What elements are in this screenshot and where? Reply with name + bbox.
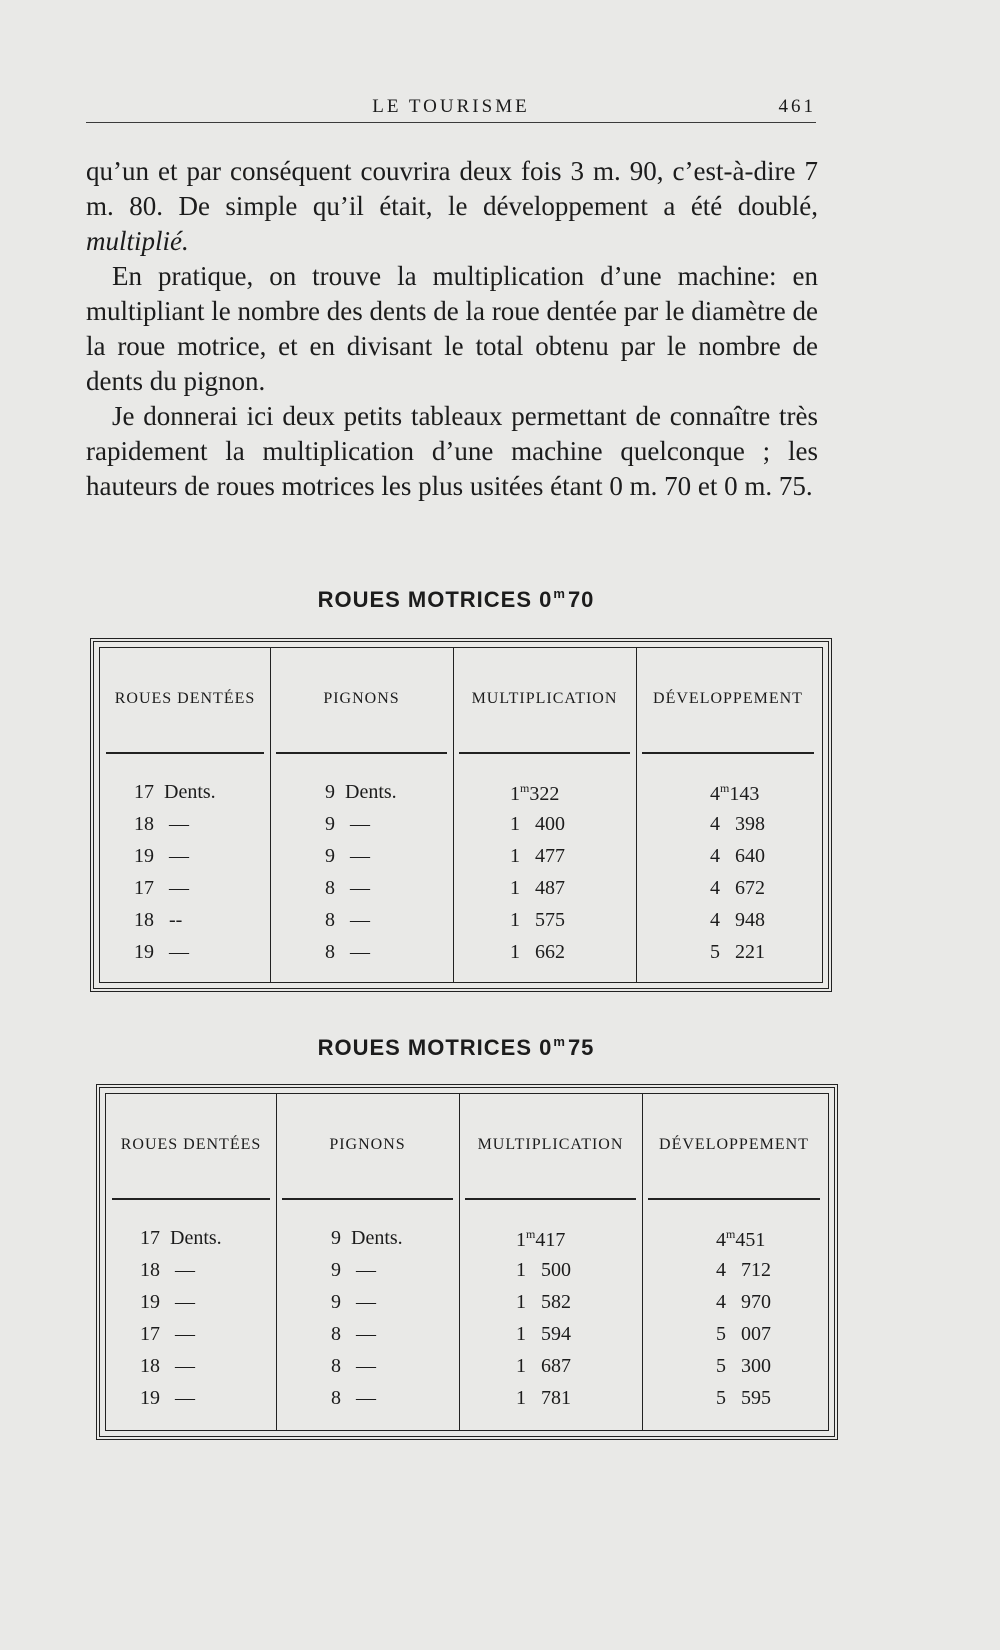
multiplication-metres: 1 <box>516 1355 526 1377</box>
developpement-metres: 4 <box>710 783 720 805</box>
cell-multiplication <box>510 845 565 868</box>
cell-roues-dentees: 17 — <box>134 877 189 899</box>
page-number: 461 <box>778 96 816 117</box>
table-title-2-unit: m <box>553 1034 566 1049</box>
unit-metres: m <box>520 781 530 795</box>
developpement-mm: 143 <box>729 783 760 805</box>
cell-roues-dentees: 18 — <box>140 1259 195 1281</box>
multiplication-mm: 500 <box>541 1259 571 1281</box>
running-head <box>86 96 816 123</box>
cell-pignons: 9 Dents. <box>331 1227 403 1249</box>
cell-multiplication <box>516 1323 571 1346</box>
developpement-mm: 007 <box>741 1323 771 1345</box>
cell-pignons: 8 — <box>331 1355 376 1377</box>
running-title: LE TOURISME <box>372 96 530 117</box>
multiplication-metres: 1 <box>510 909 520 931</box>
multiplication-metres: 1 <box>510 813 520 835</box>
header-roues-dentees: ROUES DENTÉES <box>120 1136 262 1153</box>
table-title-1 <box>0 586 912 613</box>
cell-roues-dentees: 18 -- <box>134 909 183 931</box>
cell-developpement <box>710 909 765 932</box>
multiplication-metres: 1 <box>516 1259 526 1281</box>
developpement-metres: 5 <box>710 941 720 963</box>
cell-developpement <box>716 1387 771 1410</box>
multiplication-metres: 1 <box>510 845 520 867</box>
table-title-2-prefix: ROUES MOTRICES 0 <box>317 1035 553 1060</box>
cell-roues-dentees: 19 — <box>134 941 189 963</box>
multiplication-mm: 477 <box>535 845 565 867</box>
cell-pignons: 8 — <box>325 941 370 963</box>
table-title-2 <box>0 1034 912 1061</box>
cell-roues-dentees: 19 — <box>134 845 189 867</box>
multiplication-mm: 417 <box>535 1229 566 1251</box>
cell-developpement <box>710 813 765 836</box>
cell-developpement <box>716 1227 765 1252</box>
developpement-mm: 640 <box>735 845 765 867</box>
cell-pignons: 9 — <box>331 1259 376 1281</box>
cell-roues-dentees: 17 — <box>140 1323 195 1345</box>
body-text <box>86 154 818 504</box>
cell-developpement <box>710 845 765 868</box>
developpement-mm: 948 <box>735 909 765 931</box>
header-multiplication: MULTIPLICATION <box>471 690 618 707</box>
multiplication-metres: 1 <box>516 1291 526 1313</box>
developpement-metres: 4 <box>716 1259 726 1281</box>
cell-multiplication <box>516 1355 571 1378</box>
cell-pignons: 8 — <box>325 877 370 899</box>
header-developpement: DÉVELOPPEMENT <box>653 690 803 707</box>
developpement-metres: 5 <box>716 1387 726 1409</box>
developpement-metres: 4 <box>710 813 720 835</box>
table-title-2-value: 75 <box>567 1035 595 1060</box>
header-rule <box>106 752 264 754</box>
cell-multiplication <box>516 1291 571 1314</box>
multiplication-mm: 575 <box>535 909 565 931</box>
multiplication-mm: 687 <box>541 1355 571 1377</box>
developpement-metres: 5 <box>716 1355 726 1377</box>
header-pignons: PIGNONS <box>329 1136 406 1153</box>
cell-multiplication <box>516 1387 571 1410</box>
multiplication-mm: 781 <box>541 1387 571 1409</box>
developpement-mm: 398 <box>735 813 765 835</box>
developpement-metres: 4 <box>710 909 720 931</box>
header-multiplication: MULTIPLICATION <box>477 1136 624 1153</box>
cell-developpement <box>716 1355 771 1378</box>
cell-roues-dentees: 19 — <box>140 1387 195 1409</box>
cell-pignons: 9 Dents. <box>325 781 397 803</box>
developpement-mm: 712 <box>741 1259 771 1281</box>
developpement-mm: 970 <box>741 1291 771 1313</box>
cell-multiplication <box>510 909 565 932</box>
header-rule <box>282 1198 453 1200</box>
cell-pignons: 8 — <box>331 1323 376 1345</box>
developpement-mm: 221 <box>735 941 765 963</box>
emphasis-multiplie: multiplié. <box>86 226 189 256</box>
header-rule <box>112 1198 270 1200</box>
developpement-metres: 4 <box>716 1229 726 1251</box>
multiplication-mm: 594 <box>541 1323 571 1345</box>
cell-roues-dentees: 19 — <box>140 1291 195 1313</box>
developpement-mm: 672 <box>735 877 765 899</box>
unit-metres: m <box>720 781 730 795</box>
header-roues-dentees: ROUES DENTÉES <box>114 690 256 707</box>
paragraph-1-text: qu’un et par conséquent couvrira deux fois 3 m. 90, c’est-à-dire 7 m. 80. De simple qu’il était, le développement a été doublé, <box>86 156 818 221</box>
multiplication-metres: 1 <box>510 877 520 899</box>
cell-multiplication <box>516 1227 565 1252</box>
multiplication-mm: 662 <box>535 941 565 963</box>
cell-developpement <box>710 877 765 900</box>
developpement-metres: 5 <box>716 1323 726 1345</box>
multiplication-mm: 487 <box>535 877 565 899</box>
developpement-metres: 4 <box>716 1291 726 1313</box>
table-title-1-value: 70 <box>567 587 595 612</box>
paragraph-2: En pratique, on trouve la multiplication d’une machine: en multipliant le nombre des dents de la roue dentée par le diamètre de la roue motrice, et en divisant le total obtenu par le nombre de dents du pignon. <box>86 261 818 396</box>
cell-roues-dentees: 17 Dents. <box>134 781 216 803</box>
multiplication-metres: 1 <box>516 1323 526 1345</box>
developpement-mm: 595 <box>741 1387 771 1409</box>
table-title-1-prefix: ROUES MOTRICES 0 <box>317 587 553 612</box>
multiplication-mm: 400 <box>535 813 565 835</box>
header-rule <box>459 752 630 754</box>
developpement-mm: 451 <box>735 1229 766 1251</box>
cell-pignons: 9 — <box>325 845 370 867</box>
table-roues-70-frame <box>99 647 823 983</box>
paragraph-1 <box>86 154 818 259</box>
unit-metres: m <box>526 1227 536 1241</box>
cell-multiplication <box>510 877 565 900</box>
unit-metres: m <box>726 1227 736 1241</box>
multiplication-mm: 582 <box>541 1291 571 1313</box>
header-pignons: PIGNONS <box>323 690 400 707</box>
cell-roues-dentees: 17 Dents. <box>140 1227 222 1249</box>
cell-developpement <box>710 781 759 806</box>
cell-multiplication <box>516 1259 571 1282</box>
cell-multiplication <box>510 941 565 964</box>
cell-developpement <box>716 1291 771 1314</box>
header-rule <box>276 752 447 754</box>
header-rule <box>465 1198 636 1200</box>
table-roues-75 <box>96 1084 838 1440</box>
table-roues-70 <box>90 638 832 992</box>
multiplication-metres: 1 <box>516 1229 526 1251</box>
table-roues-75-frame <box>105 1093 829 1431</box>
cell-pignons: 9 — <box>331 1291 376 1313</box>
cell-pignons: 9 — <box>325 813 370 835</box>
table-title-1-unit: m <box>553 586 566 601</box>
multiplication-metres: 1 <box>510 783 520 805</box>
cell-developpement <box>710 941 765 964</box>
header-rule <box>642 752 814 754</box>
cell-roues-dentees: 18 — <box>134 813 189 835</box>
cell-roues-dentees: 18 — <box>140 1355 195 1377</box>
header-developpement: DÉVELOPPEMENT <box>659 1136 809 1153</box>
cell-developpement <box>716 1259 771 1282</box>
cell-developpement <box>716 1323 771 1346</box>
cell-pignons: 8 — <box>325 909 370 931</box>
header-rule <box>648 1198 820 1200</box>
multiplication-metres: 1 <box>516 1387 526 1409</box>
cell-multiplication <box>510 781 559 806</box>
developpement-metres: 4 <box>710 877 720 899</box>
multiplication-mm: 322 <box>529 783 560 805</box>
developpement-metres: 4 <box>710 845 720 867</box>
developpement-mm: 300 <box>741 1355 771 1377</box>
cell-multiplication <box>510 813 565 836</box>
paragraph-3: Je donnerai ici deux petits tableaux permettant de connaître très rapidement la multiplication d’une machine quelconque ; les hauteurs de roues motrices les plus usitées étant 0 m. 70 et 0 m. 75. <box>86 401 818 501</box>
multiplication-metres: 1 <box>510 941 520 963</box>
cell-pignons: 8 — <box>331 1387 376 1409</box>
